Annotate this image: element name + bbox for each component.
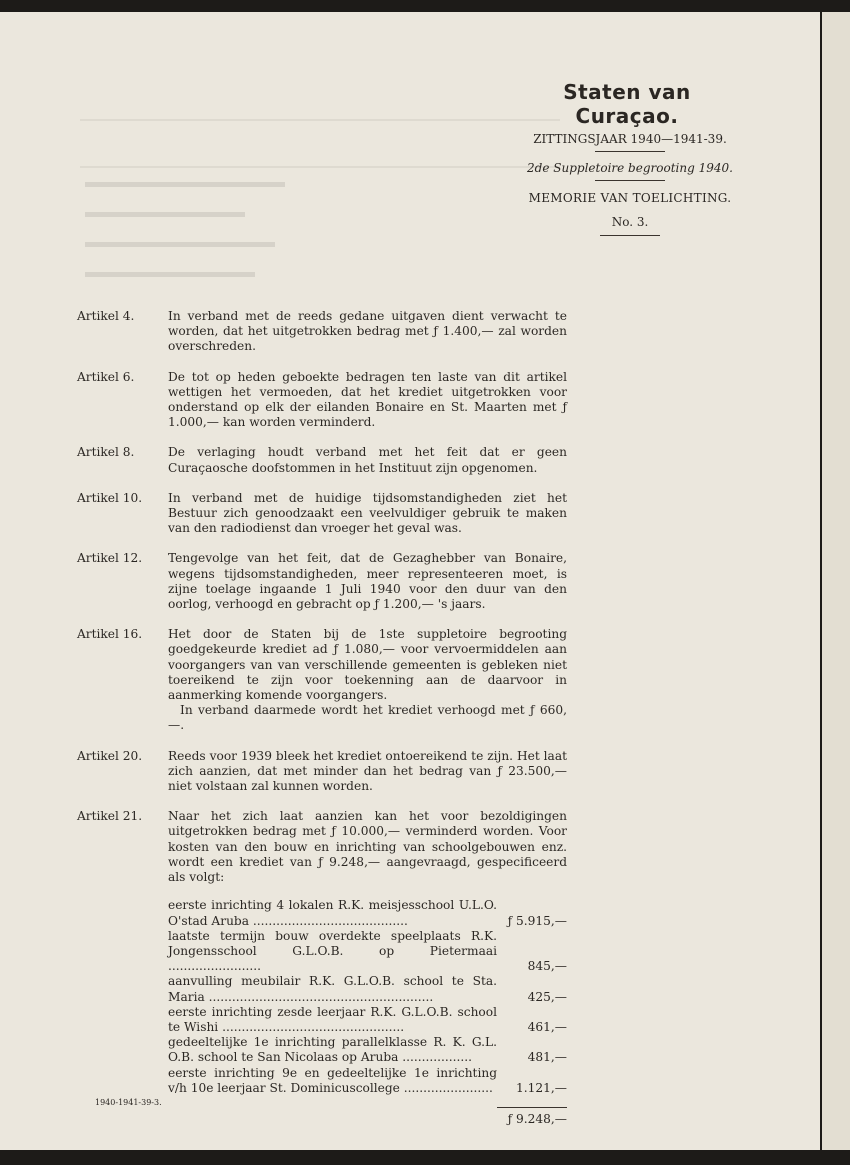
article-text: In verband met de huidige tijdsomstandigheden ziet het Bestuur zich genoodzaakt een veelvuldiger gebruik te maken van den radiodienst dan vroeger het geval was. [168, 490, 567, 536]
cost-line-description: eerste inrichting 4 lokalen R.K. meisjesschool U.L.O. O'stad Aruba ........................................ [168, 898, 497, 928]
document-title: Staten van Curaçao. [563, 80, 691, 128]
document-header [520, 80, 740, 242]
article-text: De verlaging houdt verband met het feit dat er geen Curaçaosche doofstommen in het Instituut zijn opgenomen. [168, 445, 567, 475]
article-label: Artikel 8. [77, 445, 135, 460]
article [77, 309, 567, 355]
header-divider [595, 180, 665, 181]
article-label: Artikel 12. [77, 551, 143, 566]
total-divider [497, 1107, 567, 1108]
article-label: Artikel 4. [77, 309, 135, 323]
cost-line-description: eerste inrichting zesde leerjaar R.K. G.L.O.B. school te Wishi ............................................... [168, 1004, 497, 1034]
supplement-title: 2de Suppletoire begrooting 1940. [527, 161, 733, 175]
article [77, 551, 567, 612]
cost-line-description: gedeeltelijke 1e inrichting parallelklasse R. K. G.L. O.B. school te San Nicolaas op Aruba .................. [168, 1035, 497, 1065]
article [77, 445, 567, 475]
article [77, 627, 567, 733]
article-text: Tengevolge van het feit, dat de Gezaghebber van Bonaire, wegens tijdsomstandigheden, meer representeeren moet, is zijne toelage ingaande 1 Juli 1940 voor den duur van den oorlog, verhoogd en gebracht op ƒ 1.200,— 's jaars. [168, 551, 567, 612]
print-code: 1940-1941-39-3. [95, 1098, 162, 1107]
memorandum-title: MEMORIE VAN TOELICHTING. [528, 191, 732, 205]
cost-line-description: aanvulling meubilair R.K. G.L.O.B. school te Sta. Maria .......................................................... [168, 974, 497, 1004]
page-edge [822, 12, 850, 1150]
cost-line-amount: 481,— [527, 1050, 567, 1065]
cost-line [168, 1005, 567, 1035]
cost-line [168, 1035, 567, 1065]
cost-line-amount: ƒ 5.915,— [507, 913, 567, 928]
cost-line-amount: 1.121,— [516, 1080, 567, 1095]
header-divider [600, 235, 660, 236]
article-label: Artikel 21. [77, 809, 143, 824]
article-label: Artikel 6. [77, 369, 135, 384]
article-text: In verband met de reeds gedane uitgaven dient verwacht te worden, dat het uitgetrokken bedrag met ƒ 1.400,— zal worden overschreden. [168, 309, 567, 354]
cost-line-amount: 425,— [527, 989, 567, 1004]
article-label: Artikel 16. [77, 627, 143, 642]
article [77, 370, 567, 431]
article-label: Artikel 10. [77, 490, 143, 505]
article-text: De tot op heden geboekte bedragen ten laste van dit artikel wettigen het vermoeden, dat het krediet uitgetrokken voor onderstand op elk der eilanden Bonaire en St. Maarten met ƒ 1.000,— kan worden verminderd. [168, 369, 567, 430]
cost-line-description: eerste inrichting 9e en gedeeltelijke 1e inrichting v/h 10e leerjaar St. Dominicuscollege ....................... [168, 1065, 497, 1095]
article-text: Naar het zich laat aanzien kan het voor bezoldigingen uitgetrokken bedrag met ƒ 10.000,— verminderd worden. Voor kosten van den bouw en inrichting van schoolgebouwen enz. wordt een krediet van ƒ 9.248,— aangevraagd, gespecificeerd als volgt: [168, 809, 567, 885]
cost-specification [168, 898, 567, 1127]
cost-line [168, 898, 567, 928]
cost-line-amount: 845,— [527, 959, 567, 974]
cost-line [168, 929, 567, 975]
article [77, 809, 567, 1127]
article-text: Reeds voor 1939 bleek het krediet ontoereikend te zijn. Het laat zich aanzien, dat met minder dan het bedrag van ƒ 23.500,— niet volstaan zal kunnen worden. [168, 748, 567, 794]
cost-line [168, 974, 567, 1004]
article [77, 491, 567, 537]
document-number: No. 3. [611, 215, 649, 229]
header-divider [595, 151, 665, 152]
session-year: ZITTINGSJAAR 1940—1941-39. [533, 132, 727, 146]
article [77, 749, 567, 795]
cost-line-description: laatste termijn bouw overdekte speelplaats R.K. Jongensschool G.L.O.B. op Pietermaai ........................ [168, 928, 497, 974]
article-text-continued: In verband daarmede wordt het krediet verhoogd met ƒ 660,—. [168, 703, 567, 733]
article-label: Artikel 20. [77, 748, 143, 763]
cost-total: ƒ 9.248,— [507, 1111, 567, 1126]
articles-list [77, 309, 567, 1142]
cost-line-amount: 461,— [527, 1019, 567, 1034]
article-text: Het door de Staten bij de 1ste suppletoire begrooting goedgekeurde krediet ad ƒ 1.080,— voor vervoermiddelen aan voorgangers van van verschillende gemeenten is gebleken niet toereikend te zijn voor toekenning aan de daarvoor in aanmerking komende voorgangers. [168, 627, 567, 703]
cost-line [168, 1066, 567, 1096]
